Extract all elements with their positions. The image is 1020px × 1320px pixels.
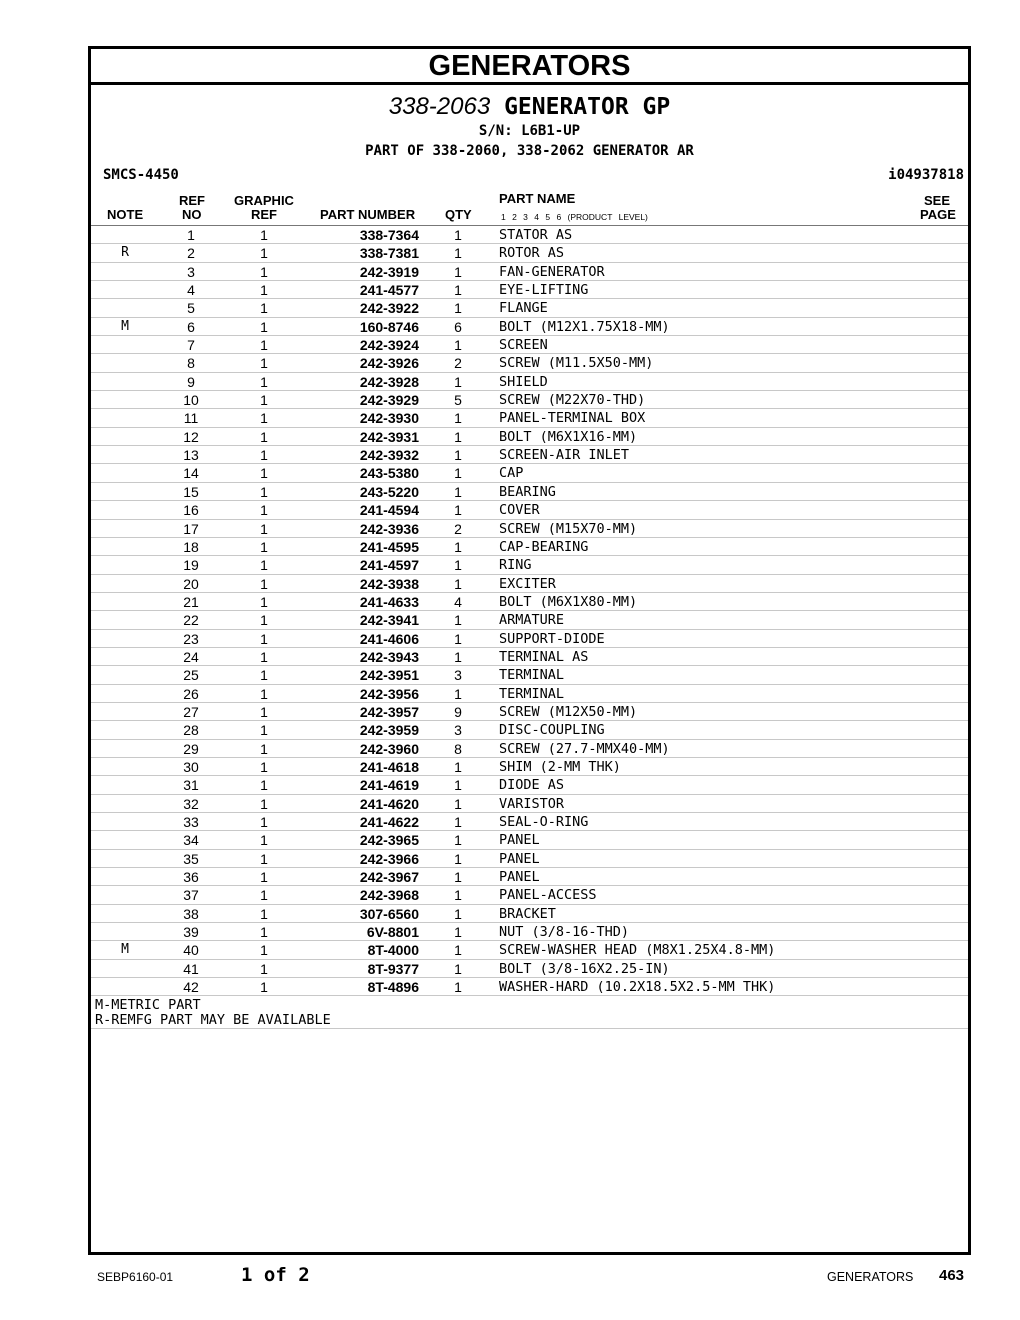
row-graphic-ref: 1 xyxy=(260,337,268,354)
row-ref-no: 7 xyxy=(187,337,195,354)
table-row xyxy=(91,685,968,703)
row-ref-no: 5 xyxy=(187,300,195,317)
row-graphic-ref: 1 xyxy=(260,960,268,977)
row-ref-no: 27 xyxy=(183,703,199,720)
row-graphic-ref: 1 xyxy=(260,227,268,243)
row-graphic-ref: 1 xyxy=(260,557,268,574)
row-part-number: 242-3929 xyxy=(359,392,419,409)
table-row xyxy=(91,648,968,666)
row-qty: 6 xyxy=(454,318,462,335)
col-graphic-bottom: REF xyxy=(251,207,277,222)
row-part-name: SHIM (2-MM THK) xyxy=(499,758,621,775)
row-ref-no: 9 xyxy=(187,373,195,390)
row-ref-no: 14 xyxy=(183,465,199,482)
row-part-name: PANEL-ACCESS xyxy=(499,887,597,904)
table-row xyxy=(91,978,968,996)
row-qty: 1 xyxy=(454,428,462,445)
table-row xyxy=(91,373,968,391)
table-row xyxy=(91,941,968,959)
table-row xyxy=(91,446,968,464)
row-qty: 5 xyxy=(454,392,462,409)
col-ref-top: REF xyxy=(179,193,205,208)
row-qty: 1 xyxy=(454,777,462,794)
row-qty: 1 xyxy=(454,960,462,977)
row-qty: 1 xyxy=(454,685,462,702)
row-graphic-ref: 1 xyxy=(260,814,268,830)
row-graphic-ref: 1 xyxy=(260,667,268,684)
table-row xyxy=(91,923,968,941)
row-part-name: SCREW (M15X70-MM) xyxy=(499,520,638,537)
row-graphic-ref: 1 xyxy=(260,520,268,537)
row-qty: 1 xyxy=(454,447,462,464)
table-row xyxy=(91,813,968,831)
row-qty: 1 xyxy=(454,832,462,849)
row-part-name: WASHER-HARD (10.2X18.5X2.5-MM THK) xyxy=(499,979,776,996)
row-qty: 1 xyxy=(454,410,462,427)
footer-doc-id: SEBP6160-01 xyxy=(97,1270,174,1284)
row-ref-no: 13 xyxy=(183,447,199,464)
row-part-number: 241-4577 xyxy=(359,282,419,299)
table-row xyxy=(91,703,968,721)
row-qty: 1 xyxy=(454,942,462,959)
row-graphic-ref: 1 xyxy=(260,428,268,445)
group-title xyxy=(91,93,968,121)
table-row xyxy=(91,593,968,611)
row-qty: 1 xyxy=(454,263,462,280)
row-ref-no: 26 xyxy=(183,685,199,702)
row-graphic-ref: 1 xyxy=(260,502,268,519)
row-ref-no: 37 xyxy=(183,887,199,904)
table-row xyxy=(91,611,968,629)
row-part-number: 242-3967 xyxy=(359,869,419,886)
row-part-name: FLANGE xyxy=(499,300,548,317)
table-row xyxy=(91,538,968,556)
page-footer xyxy=(0,1262,1020,1292)
table-row xyxy=(91,776,968,794)
row-part-number: 160-8746 xyxy=(359,318,419,335)
row-ref-no: 22 xyxy=(183,612,199,629)
row-part-name: BOLT (M6X1X16-MM) xyxy=(499,428,638,445)
table-row xyxy=(91,336,968,354)
row-qty: 1 xyxy=(454,538,462,555)
row-ref-no: 29 xyxy=(183,740,199,757)
row-ref-no: 16 xyxy=(183,502,199,519)
row-graphic-ref: 1 xyxy=(260,263,268,280)
col-qty: QTY xyxy=(445,207,472,222)
row-part-name: NUT (3/8-16-THD) xyxy=(499,924,630,941)
row-qty: 1 xyxy=(454,850,462,867)
row-graphic-ref: 1 xyxy=(260,979,268,996)
smcs-code: SMCS-4450 xyxy=(103,167,179,183)
row-part-name: SCREW-WASHER HEAD (M8X1.25X4.8-MM) xyxy=(499,942,776,959)
col-graphic-top: GRAPHIC xyxy=(234,193,294,208)
table-row xyxy=(91,556,968,574)
row-part-number: 242-3938 xyxy=(359,575,419,592)
row-ref-no: 33 xyxy=(183,814,199,830)
row-qty: 1 xyxy=(454,758,462,775)
row-part-name: COVER xyxy=(499,502,540,519)
row-ref-no: 12 xyxy=(183,428,199,445)
table-row xyxy=(91,226,968,244)
row-ref-no: 17 xyxy=(183,520,199,537)
row-part-name: PANEL xyxy=(499,832,540,849)
row-graphic-ref: 1 xyxy=(260,740,268,757)
row-part-number: 242-3966 xyxy=(359,850,419,867)
row-graphic-ref: 1 xyxy=(260,447,268,464)
group-header xyxy=(91,93,968,161)
row-part-number: 242-3951 xyxy=(359,667,419,684)
row-ref-no: 32 xyxy=(183,795,199,812)
row-part-name: PANEL-TERMINAL BOX xyxy=(499,410,646,427)
row-qty: 1 xyxy=(454,612,462,629)
row-qty: 1 xyxy=(454,502,462,519)
table-row xyxy=(91,299,968,317)
row-graphic-ref: 1 xyxy=(260,832,268,849)
row-part-name: ARMATURE xyxy=(499,612,565,629)
row-part-name: PANEL xyxy=(499,869,540,886)
col-see-top: SEE xyxy=(924,193,951,208)
group-part-title: GENERATOR GP xyxy=(504,94,671,120)
row-ref-no: 42 xyxy=(183,979,199,996)
row-part-number: 338-7364 xyxy=(359,227,419,243)
row-part-number: 242-3965 xyxy=(359,832,419,849)
row-graphic-ref: 1 xyxy=(260,648,268,665)
row-part-name: DIODE AS xyxy=(499,777,565,794)
row-ref-no: 34 xyxy=(183,832,199,849)
row-graphic-ref: 1 xyxy=(260,410,268,427)
row-qty: 8 xyxy=(454,740,462,757)
row-part-name: SEAL-O-RING xyxy=(499,814,589,830)
row-qty: 1 xyxy=(454,245,462,262)
row-graphic-ref: 1 xyxy=(260,942,268,959)
table-row xyxy=(91,850,968,868)
row-note: M xyxy=(121,942,129,958)
row-qty: 3 xyxy=(454,722,462,739)
row-part-name: SCREEN-AIR INLET xyxy=(499,447,630,464)
row-ref-no: 8 xyxy=(187,355,195,372)
row-part-name: CAP-BEARING xyxy=(499,538,589,555)
row-qty: 1 xyxy=(454,630,462,647)
row-part-number: 6V-8801 xyxy=(366,924,419,941)
row-graphic-ref: 1 xyxy=(260,318,268,335)
row-ref-no: 2 xyxy=(187,245,195,262)
row-part-number: 241-4622 xyxy=(359,814,419,830)
row-graphic-ref: 1 xyxy=(260,282,268,299)
table-row xyxy=(91,721,968,739)
row-part-number: 243-5380 xyxy=(359,465,419,482)
row-part-number: 242-3960 xyxy=(359,740,419,757)
row-part-name: SCREEN xyxy=(499,337,548,354)
row-graphic-ref: 1 xyxy=(260,850,268,867)
table-row xyxy=(91,886,968,904)
row-graphic-ref: 1 xyxy=(260,924,268,941)
row-qty: 1 xyxy=(454,300,462,317)
row-graphic-ref: 1 xyxy=(260,905,268,922)
table-row xyxy=(91,391,968,409)
col-part-number: PART NUMBER xyxy=(320,207,416,222)
footer-page-of: 1 of 2 xyxy=(241,1264,310,1286)
row-part-number: 242-3928 xyxy=(359,373,419,390)
row-part-number: 242-3957 xyxy=(359,703,419,720)
table-row xyxy=(91,263,968,281)
row-ref-no: 15 xyxy=(183,483,199,500)
row-part-name: RING xyxy=(499,557,532,574)
row-part-name: TERMINAL AS xyxy=(499,648,589,665)
row-part-name: SCREW (M22X70-THD) xyxy=(499,392,646,409)
page-frame xyxy=(88,46,971,1255)
row-qty: 1 xyxy=(454,373,462,390)
row-part-name: BRACKET xyxy=(499,905,556,922)
table-row xyxy=(91,354,968,372)
row-part-number: 241-4633 xyxy=(359,593,419,610)
row-ref-no: 31 xyxy=(183,777,199,794)
row-note: R xyxy=(121,245,129,261)
row-ref-no: 39 xyxy=(183,924,199,941)
col-ref-bottom: NO xyxy=(182,207,202,222)
row-part-name: PANEL xyxy=(499,850,540,867)
row-qty: 1 xyxy=(454,795,462,812)
table-row xyxy=(91,575,968,593)
row-part-number: 242-3936 xyxy=(359,520,419,537)
row-ref-no: 18 xyxy=(183,538,199,555)
row-qty: 1 xyxy=(454,905,462,922)
row-part-number: 307-6560 xyxy=(359,905,419,922)
row-qty: 1 xyxy=(454,575,462,592)
row-part-name: ROTOR AS xyxy=(499,245,565,262)
column-header xyxy=(91,187,968,226)
row-graphic-ref: 1 xyxy=(260,869,268,886)
row-part-name: SCREW (M11.5X50-MM) xyxy=(499,355,654,372)
serial-number: S/N: L6B1-UP xyxy=(478,123,581,139)
footer-page-number: 463 xyxy=(939,1267,965,1284)
col-see-bottom: PAGE xyxy=(920,207,956,222)
row-part-number: 242-3930 xyxy=(359,410,419,427)
row-part-number: 242-3919 xyxy=(359,263,419,280)
table-row xyxy=(91,795,968,813)
row-ref-no: 4 xyxy=(187,282,195,299)
footer-section: GENERATORS xyxy=(827,1270,914,1284)
row-graphic-ref: 1 xyxy=(260,373,268,390)
row-graphic-ref: 1 xyxy=(260,483,268,500)
row-qty: 3 xyxy=(454,667,462,684)
row-qty: 1 xyxy=(454,557,462,574)
row-part-number: 242-3924 xyxy=(359,337,419,354)
row-graphic-ref: 1 xyxy=(260,392,268,409)
row-graphic-ref: 1 xyxy=(260,593,268,610)
row-part-number: 242-3956 xyxy=(359,685,419,702)
part-of-line: PART OF 338-2060, 338-2062 GENERATOR AR xyxy=(365,143,694,159)
row-ref-no: 3 xyxy=(187,263,195,280)
row-part-number: 242-3968 xyxy=(359,887,419,904)
row-ref-no: 6 xyxy=(187,318,195,335)
row-ref-no: 41 xyxy=(183,960,199,977)
row-part-number: 242-3931 xyxy=(359,428,419,445)
row-graphic-ref: 1 xyxy=(260,355,268,372)
table-row xyxy=(91,428,968,446)
row-part-number: 242-3941 xyxy=(359,612,419,629)
row-qty: 1 xyxy=(454,814,462,830)
section-title: GENERATORS xyxy=(91,49,968,85)
table-row xyxy=(91,831,968,849)
row-note: M xyxy=(121,318,129,334)
group-part-number: 338-2063 xyxy=(388,93,491,120)
table-row xyxy=(91,666,968,684)
row-qty: 4 xyxy=(454,593,462,610)
row-qty: 1 xyxy=(454,483,462,500)
row-graphic-ref: 1 xyxy=(260,575,268,592)
row-qty: 1 xyxy=(454,924,462,941)
row-ref-no: 24 xyxy=(183,648,199,665)
row-graphic-ref: 1 xyxy=(260,300,268,317)
parts-table xyxy=(91,226,968,996)
row-part-number: 8T-4000 xyxy=(367,942,419,959)
row-qty: 1 xyxy=(454,337,462,354)
row-part-name: EXCITER xyxy=(499,575,556,592)
row-graphic-ref: 1 xyxy=(260,630,268,647)
document-ident: i04937818 xyxy=(888,167,964,183)
row-graphic-ref: 1 xyxy=(260,538,268,555)
row-graphic-ref: 1 xyxy=(260,612,268,629)
row-part-name: SCREW (M12X50-MM) xyxy=(499,703,638,720)
row-qty: 2 xyxy=(454,520,462,537)
row-ref-no: 11 xyxy=(183,410,199,427)
notes-legend xyxy=(91,996,968,1029)
row-graphic-ref: 1 xyxy=(260,722,268,739)
row-part-name: DISC-COUPLING xyxy=(499,722,605,739)
row-part-name: SUPPORT-DIODE xyxy=(499,630,605,647)
table-row xyxy=(91,483,968,501)
row-ref-no: 20 xyxy=(183,575,199,592)
row-ref-no: 25 xyxy=(183,667,199,684)
row-ref-no: 23 xyxy=(183,630,199,647)
table-row xyxy=(91,409,968,427)
note-metric: M-METRIC PART xyxy=(95,997,201,1014)
row-ref-no: 21 xyxy=(183,593,199,610)
col-note: NOTE xyxy=(107,207,144,222)
row-graphic-ref: 1 xyxy=(260,758,268,775)
table-row xyxy=(91,868,968,886)
row-part-number: 241-4606 xyxy=(359,630,419,647)
row-ref-no: 28 xyxy=(183,722,199,739)
row-ref-no: 38 xyxy=(183,905,199,922)
row-part-number: 241-4618 xyxy=(359,758,419,775)
row-qty: 1 xyxy=(454,869,462,886)
row-part-number: 242-3932 xyxy=(359,447,419,464)
table-row xyxy=(91,630,968,648)
row-part-number: 8T-4896 xyxy=(367,979,419,996)
row-qty: 1 xyxy=(454,465,462,482)
row-ref-no: 30 xyxy=(183,758,199,775)
row-ref-no: 10 xyxy=(183,392,199,409)
row-ref-no: 36 xyxy=(183,869,199,886)
row-part-name: VARISTOR xyxy=(499,795,565,812)
row-part-number: 241-4619 xyxy=(359,777,419,794)
row-part-name: BOLT (M6X1X80-MM) xyxy=(499,593,638,610)
row-part-name: BOLT (M12X1.75X18-MM) xyxy=(499,318,670,335)
row-part-name: BEARING xyxy=(499,483,556,500)
row-graphic-ref: 1 xyxy=(260,887,268,904)
row-qty: 2 xyxy=(454,355,462,372)
row-part-number: 242-3926 xyxy=(359,355,419,372)
row-part-number: 241-4620 xyxy=(359,795,419,812)
row-part-number: 242-3922 xyxy=(359,300,419,317)
table-row xyxy=(91,244,968,262)
row-part-name: STATOR AS xyxy=(499,227,573,243)
row-part-name: SHIELD xyxy=(499,373,548,390)
row-part-number: 8T-9377 xyxy=(367,960,419,977)
row-qty: 1 xyxy=(454,979,462,996)
row-part-name: TERMINAL xyxy=(499,667,565,684)
row-part-number: 243-5220 xyxy=(359,483,419,500)
table-row xyxy=(91,501,968,519)
row-part-name: TERMINAL xyxy=(499,685,565,702)
col-part-name: PART NAME xyxy=(499,191,576,206)
row-graphic-ref: 1 xyxy=(260,685,268,702)
row-graphic-ref: 1 xyxy=(260,795,268,812)
row-ref-no: 1 xyxy=(187,227,195,243)
row-qty: 1 xyxy=(454,227,462,243)
table-row xyxy=(91,520,968,538)
table-row xyxy=(91,464,968,482)
row-qty: 9 xyxy=(454,703,462,720)
row-ref-no: 40 xyxy=(183,942,199,959)
table-row xyxy=(91,758,968,776)
row-ref-no: 35 xyxy=(183,850,199,867)
table-row xyxy=(91,905,968,923)
col-product-level: 1 2 3 4 5 6 (PRODUCT LEVEL) xyxy=(501,212,648,222)
table-row xyxy=(91,281,968,299)
row-qty: 1 xyxy=(454,648,462,665)
row-qty: 1 xyxy=(454,887,462,904)
row-part-name: EYE-LIFTING xyxy=(499,282,589,299)
row-part-number: 241-4595 xyxy=(359,538,419,555)
row-graphic-ref: 1 xyxy=(260,703,268,720)
row-qty: 1 xyxy=(454,282,462,299)
row-graphic-ref: 1 xyxy=(260,777,268,794)
row-part-number: 241-4594 xyxy=(359,502,419,519)
row-ref-no: 19 xyxy=(183,557,199,574)
row-part-name: CAP xyxy=(499,465,524,482)
row-part-number: 241-4597 xyxy=(359,557,419,574)
table-row xyxy=(91,318,968,336)
row-part-name: FAN-GENERATOR xyxy=(499,263,605,280)
row-part-number: 242-3959 xyxy=(359,722,419,739)
row-part-name: SCREW (27.7-MMX40-MM) xyxy=(499,740,670,757)
row-part-number: 242-3943 xyxy=(359,648,419,665)
note-remfg: R-REMFG PART MAY BE AVAILABLE xyxy=(95,1012,331,1029)
row-part-number: 338-7381 xyxy=(359,245,419,262)
row-part-name: BOLT (3/8-16X2.25-IN) xyxy=(499,960,670,977)
row-graphic-ref: 1 xyxy=(260,245,268,262)
table-row xyxy=(91,960,968,978)
table-row xyxy=(91,740,968,758)
row-graphic-ref: 1 xyxy=(260,465,268,482)
smcs-row xyxy=(91,161,968,187)
